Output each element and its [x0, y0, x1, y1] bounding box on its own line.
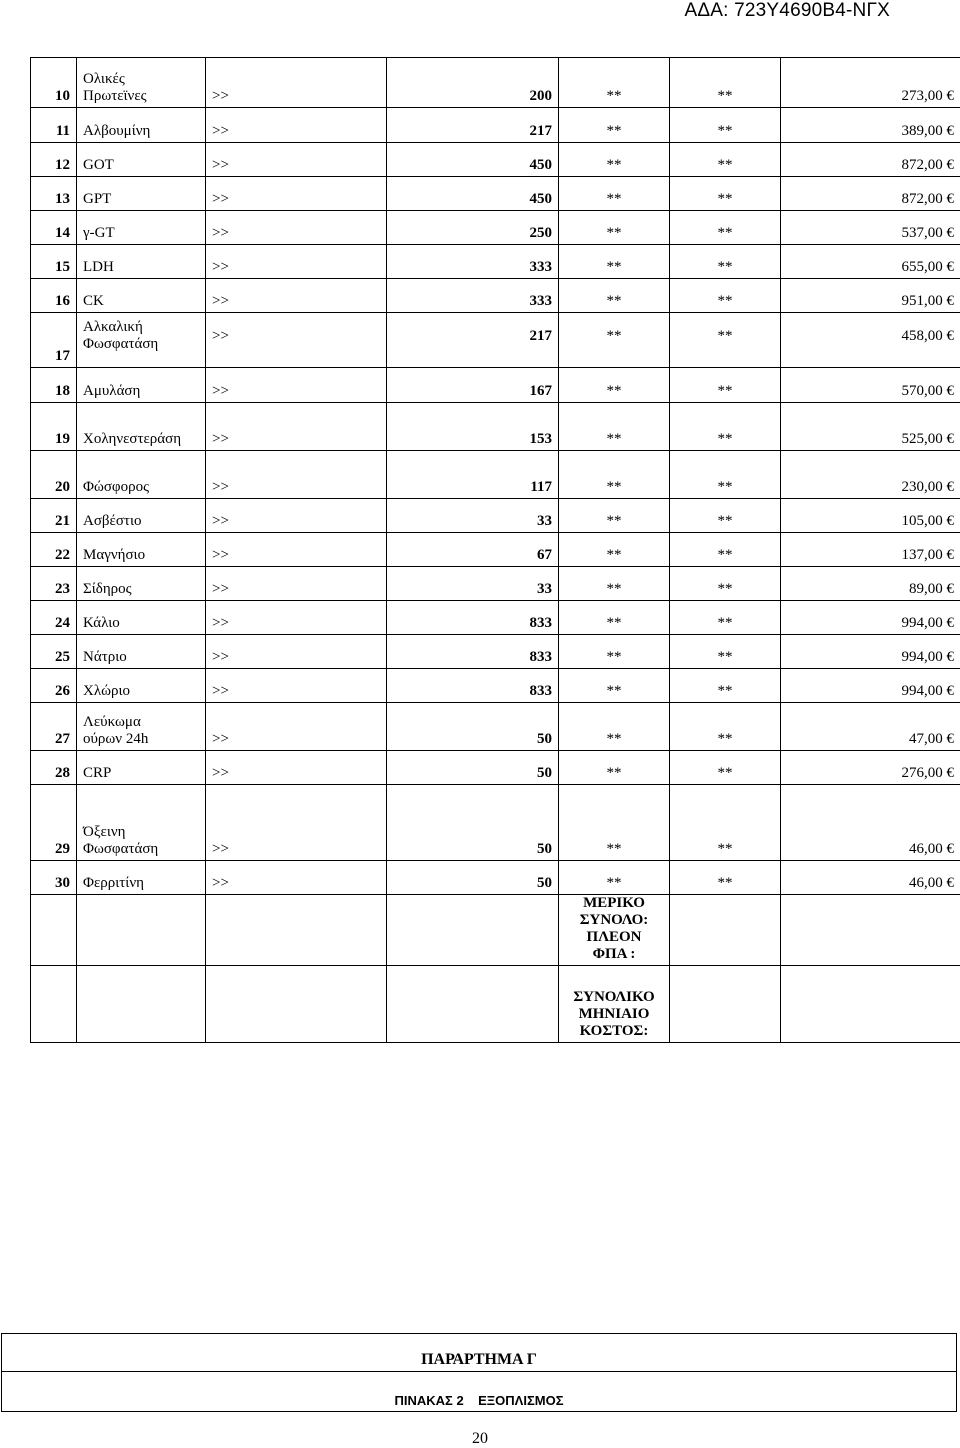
placeholder-mark: **: [670, 58, 781, 108]
price-value: 46,00 €: [781, 785, 960, 861]
item-number: 13: [31, 177, 77, 211]
ditto-mark: >>: [206, 245, 387, 279]
annex-title: ΠΑΡΑΡΤΗΜΑ Γ: [2, 1334, 957, 1372]
quantity-value: 250: [387, 211, 559, 245]
placeholder-mark: **: [559, 177, 670, 211]
item-number: 22: [31, 533, 77, 567]
ditto-mark: >>: [206, 785, 387, 861]
placeholder-mark: **: [670, 108, 781, 143]
placeholder-mark: **: [670, 703, 781, 751]
placeholder-mark: **: [670, 567, 781, 601]
placeholder-mark: **: [559, 313, 670, 368]
placeholder-mark: **: [670, 368, 781, 403]
item-number: 30: [31, 861, 77, 895]
ditto-mark: >>: [206, 703, 387, 751]
table-row: [31, 751, 960, 785]
reagent-price-table: [30, 57, 960, 1043]
placeholder-mark: **: [559, 499, 670, 533]
table-row: [31, 635, 960, 669]
placeholder-mark: **: [559, 58, 670, 108]
item-number: 28: [31, 751, 77, 785]
table-row: [31, 861, 960, 895]
placeholder-mark: **: [670, 751, 781, 785]
test-name: Όξεινη Φωσφατάση: [77, 785, 206, 861]
table-row: [31, 368, 960, 403]
test-name: Χοληνεστεράση: [77, 403, 206, 451]
table-row: [31, 245, 960, 279]
placeholder-mark: **: [559, 533, 670, 567]
placeholder-mark: **: [559, 403, 670, 451]
placeholder-mark: **: [559, 245, 670, 279]
price-value: 537,00 €: [781, 211, 960, 245]
quantity-value: 167: [387, 368, 559, 403]
ditto-mark: >>: [206, 211, 387, 245]
annex-box: [1, 1333, 957, 1412]
ditto-mark: >>: [206, 499, 387, 533]
table-row: [31, 533, 960, 567]
price-value: 655,00 €: [781, 245, 960, 279]
price-value: 994,00 €: [781, 601, 960, 635]
table-row: [31, 785, 960, 861]
quantity-value: 833: [387, 669, 559, 703]
price-value: 872,00 €: [781, 143, 960, 177]
quantity-value: 833: [387, 601, 559, 635]
placeholder-mark: **: [670, 245, 781, 279]
placeholder-mark: **: [559, 703, 670, 751]
placeholder-mark: **: [559, 211, 670, 245]
empty-cell: [387, 895, 559, 966]
quantity-value: 153: [387, 403, 559, 451]
ditto-mark: >>: [206, 108, 387, 143]
item-number: 25: [31, 635, 77, 669]
price-value: 994,00 €: [781, 635, 960, 669]
ditto-mark: >>: [206, 567, 387, 601]
test-name: CK: [77, 279, 206, 313]
quantity-value: 200: [387, 58, 559, 108]
placeholder-mark: **: [670, 143, 781, 177]
table-row: [31, 313, 960, 368]
test-name: Ολικές Πρωτεϊνες: [77, 58, 206, 108]
placeholder-mark: **: [670, 279, 781, 313]
test-name: CRP: [77, 751, 206, 785]
price-value: 273,00 €: [781, 58, 960, 108]
partial-total-row: [31, 895, 960, 966]
item-number: 15: [31, 245, 77, 279]
table-body: [31, 58, 960, 1043]
price-value: 951,00 €: [781, 279, 960, 313]
table-row: [31, 58, 960, 108]
test-name: Νάτριο: [77, 635, 206, 669]
empty-cell: [781, 966, 960, 1043]
quantity-value: 50: [387, 703, 559, 751]
quantity-value: 333: [387, 245, 559, 279]
placeholder-mark: **: [559, 751, 670, 785]
quantity-value: 33: [387, 567, 559, 601]
placeholder-mark: **: [670, 635, 781, 669]
quantity-value: 67: [387, 533, 559, 567]
page-number: 20: [0, 1430, 960, 1448]
empty-cell: [670, 966, 781, 1043]
test-name: Λεύκωμα ούρων 24h: [77, 703, 206, 751]
price-value: 89,00 €: [781, 567, 960, 601]
test-name: Ασβέστιο: [77, 499, 206, 533]
placeholder-mark: **: [670, 499, 781, 533]
price-value: 137,00 €: [781, 533, 960, 567]
price-value: 47,00 €: [781, 703, 960, 751]
price-value: 276,00 €: [781, 751, 960, 785]
placeholder-mark: **: [670, 451, 781, 499]
price-value: 105,00 €: [781, 499, 960, 533]
quantity-value: 450: [387, 177, 559, 211]
placeholder-mark: **: [670, 861, 781, 895]
table-row: [31, 451, 960, 499]
table-row: [31, 211, 960, 245]
empty-cell: [77, 966, 206, 1043]
ditto-mark: >>: [206, 751, 387, 785]
quantity-value: 50: [387, 861, 559, 895]
table-row: [31, 279, 960, 313]
annex-subtitle: ΠΙΝΑΚΑΣ 2 ΕΞΟΠΛΙΣΜΟΣ: [2, 1372, 957, 1412]
placeholder-mark: **: [559, 785, 670, 861]
item-number: 21: [31, 499, 77, 533]
placeholder-mark: **: [670, 669, 781, 703]
price-value: 872,00 €: [781, 177, 960, 211]
item-number: 12: [31, 143, 77, 177]
placeholder-mark: **: [559, 108, 670, 143]
table-row: [31, 669, 960, 703]
placeholder-mark: **: [670, 785, 781, 861]
price-value: 458,00 €: [781, 313, 960, 368]
placeholder-mark: **: [670, 211, 781, 245]
ditto-mark: >>: [206, 601, 387, 635]
table-row: [31, 177, 960, 211]
quantity-value: 117: [387, 451, 559, 499]
quantity-value: 333: [387, 279, 559, 313]
quantity-value: 217: [387, 108, 559, 143]
placeholder-mark: **: [559, 635, 670, 669]
ada-code: ΑΔΑ: 723Υ4690Β4-ΝΓΧ: [685, 0, 890, 22]
monthly-total-row: [31, 966, 960, 1043]
empty-cell: [670, 895, 781, 966]
ditto-mark: >>: [206, 58, 387, 108]
test-name: Αλκαλική Φωσφατάση: [77, 313, 206, 368]
table-row: [31, 567, 960, 601]
test-name: GOT: [77, 143, 206, 177]
table-row: [31, 143, 960, 177]
item-number: 17: [31, 313, 77, 368]
quantity-value: 50: [387, 751, 559, 785]
empty-cell: [206, 966, 387, 1043]
price-value: 389,00 €: [781, 108, 960, 143]
table-row: [31, 499, 960, 533]
placeholder-mark: **: [559, 601, 670, 635]
item-number: 26: [31, 669, 77, 703]
placeholder-mark: **: [670, 601, 781, 635]
empty-cell: [77, 895, 206, 966]
placeholder-mark: **: [670, 177, 781, 211]
quantity-value: 450: [387, 143, 559, 177]
placeholder-mark: **: [670, 403, 781, 451]
ditto-mark: >>: [206, 533, 387, 567]
test-name: Χλώριο: [77, 669, 206, 703]
ditto-mark: >>: [206, 451, 387, 499]
item-number: 16: [31, 279, 77, 313]
item-number: 11: [31, 108, 77, 143]
test-name: γ-GT: [77, 211, 206, 245]
ditto-mark: >>: [206, 635, 387, 669]
item-number: 23: [31, 567, 77, 601]
test-name: LDH: [77, 245, 206, 279]
ditto-mark: >>: [206, 403, 387, 451]
partial-total-label: ΜΕΡΙΚΟ ΣΥΝΟΛΟ: ΠΛΕΟΝ ΦΠΑ :: [559, 895, 670, 966]
quantity-value: 50: [387, 785, 559, 861]
quantity-value: 217: [387, 313, 559, 368]
placeholder-mark: **: [559, 368, 670, 403]
ditto-mark: >>: [206, 177, 387, 211]
table-row: [31, 703, 960, 751]
item-number: 19: [31, 403, 77, 451]
item-number: 27: [31, 703, 77, 751]
placeholder-mark: **: [559, 669, 670, 703]
table-row: [31, 403, 960, 451]
test-name: Μαγνήσιο: [77, 533, 206, 567]
price-value: 570,00 €: [781, 368, 960, 403]
empty-cell: [31, 895, 77, 966]
item-number: 18: [31, 368, 77, 403]
placeholder-mark: **: [559, 861, 670, 895]
quantity-value: 33: [387, 499, 559, 533]
test-name: Φώσφορος: [77, 451, 206, 499]
ditto-mark: >>: [206, 279, 387, 313]
item-number: 20: [31, 451, 77, 499]
empty-cell: [387, 966, 559, 1043]
placeholder-mark: **: [559, 143, 670, 177]
item-number: 24: [31, 601, 77, 635]
ditto-mark: >>: [206, 669, 387, 703]
test-name: GPT: [77, 177, 206, 211]
placeholder-mark: **: [559, 451, 670, 499]
ditto-mark: >>: [206, 861, 387, 895]
placeholder-mark: **: [559, 567, 670, 601]
placeholder-mark: **: [670, 533, 781, 567]
test-name: Φερριτίνη: [77, 861, 206, 895]
test-name: Κάλιο: [77, 601, 206, 635]
table-row: [31, 108, 960, 143]
price-value: 230,00 €: [781, 451, 960, 499]
empty-cell: [31, 966, 77, 1043]
test-name: Αλβουμίνη: [77, 108, 206, 143]
test-name: Σίδηρος: [77, 567, 206, 601]
item-number: 29: [31, 785, 77, 861]
placeholder-mark: **: [559, 279, 670, 313]
ditto-mark: >>: [206, 313, 387, 368]
test-name: Αμυλάση: [77, 368, 206, 403]
ditto-mark: >>: [206, 143, 387, 177]
empty-cell: [781, 895, 960, 966]
empty-cell: [206, 895, 387, 966]
quantity-value: 833: [387, 635, 559, 669]
item-number: 10: [31, 58, 77, 108]
item-number: 14: [31, 211, 77, 245]
price-value: 994,00 €: [781, 669, 960, 703]
placeholder-mark: **: [670, 313, 781, 368]
ditto-mark: >>: [206, 368, 387, 403]
monthly-total-label: ΣΥΝΟΛΙΚΟ ΜΗΝΙΑΙΟ ΚΟΣΤΟΣ:: [559, 966, 670, 1043]
price-value: 525,00 €: [781, 403, 960, 451]
table-row: [31, 601, 960, 635]
price-value: 46,00 €: [781, 861, 960, 895]
